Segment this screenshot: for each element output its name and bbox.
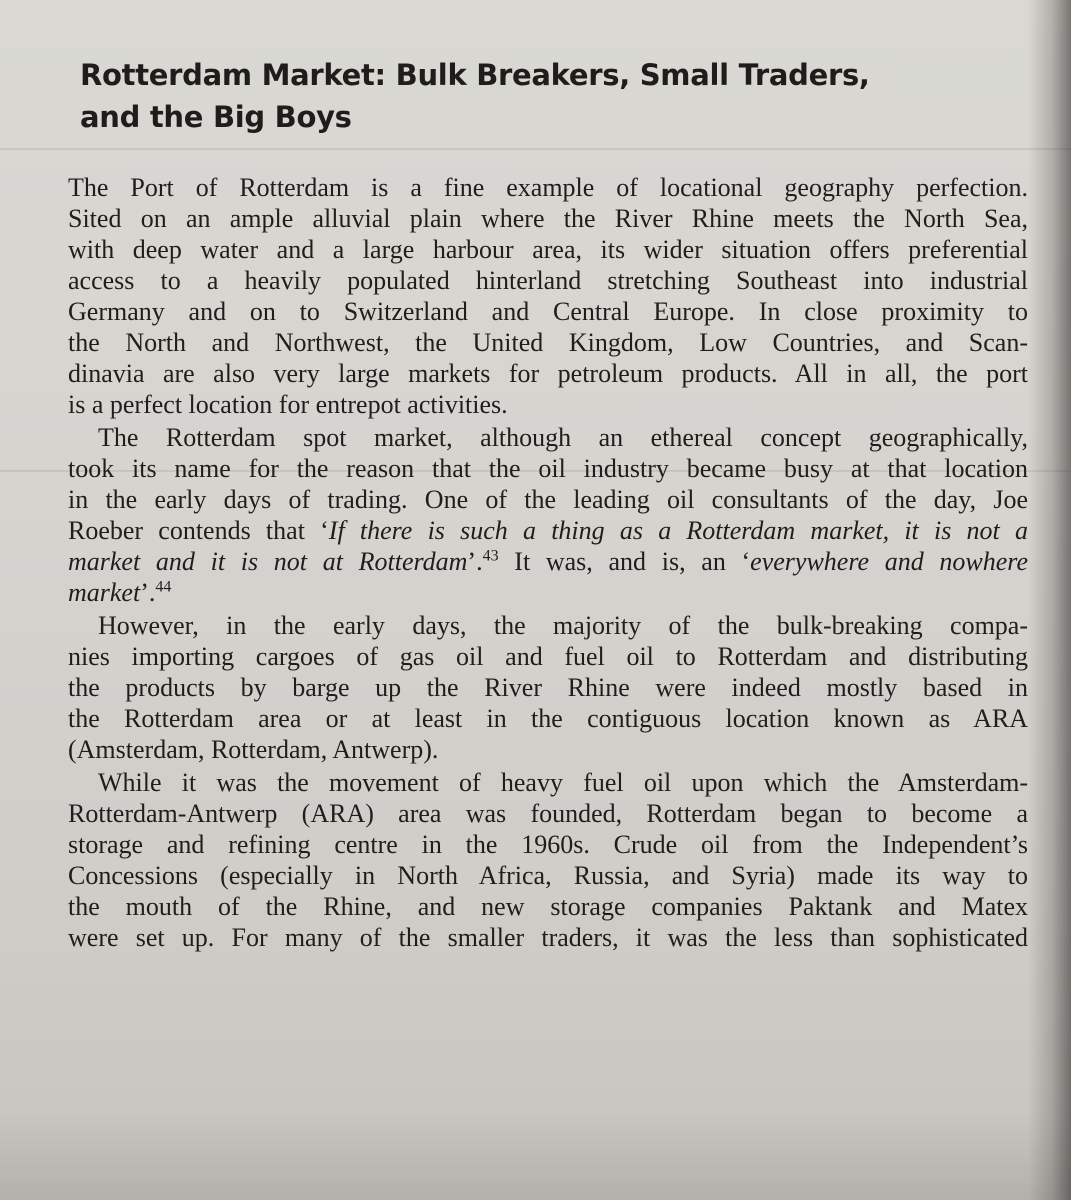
text-line: in the early days of trading. One of the leading oil consultants of the day, Joe <box>68 485 1028 514</box>
text-line: is a perfect location for entrepot activities. <box>68 390 508 419</box>
text-line: dinavia are also very large markets for petroleum products. All in all, the port <box>68 359 1028 388</box>
text-line: storage and refining centre in the 1960s. Crude oil from the Independent’s <box>68 830 1028 859</box>
section-heading-line-1: Rotterdam Market: Bulk Breakers, Small Traders, <box>80 58 870 92</box>
text-line: The Rotterdam spot market, although an ethereal concept geographically, <box>98 423 1028 452</box>
text-line: with deep water and a large harbour area, its wider situation offers preferential <box>68 235 1028 264</box>
text-run: Roeber contends that ‘ <box>68 516 329 545</box>
paragraph-3 <box>68 610 1028 765</box>
bleed-band <box>0 148 1071 150</box>
quote-italic: market and it is not at Rotterdam <box>68 547 468 576</box>
text-run: ’. <box>140 578 156 607</box>
text-line: (Amsterdam, Rotterdam, Antwerp). <box>68 735 439 764</box>
text-line: Sited on an ample alluvial plain where the River Rhine meets the North Sea, <box>68 204 1028 233</box>
text-line: Rotterdam-Antwerp (ARA) area was founded, Rotterdam began to become a <box>68 799 1028 828</box>
text-line: the North and Northwest, the United Kingdom, Low Countries, and Scan- <box>68 328 1028 357</box>
quote-italic: market <box>68 578 141 607</box>
text-line: Concessions (especially in North Africa, Russia, and Syria) made its way to <box>68 861 1028 890</box>
section-heading-line-2: and the Big Boys <box>80 100 352 134</box>
text-run: ’. <box>467 547 483 576</box>
text-line: While it was the movement of heavy fuel oil upon which the Amsterdam- <box>98 768 1028 797</box>
text-line <box>68 515 1028 546</box>
text-line <box>68 577 1028 608</box>
text-line: were set up. For many of the smaller traders, it was the less than sophisticated <box>68 923 1028 952</box>
section-heading <box>80 54 960 138</box>
text-run: It was, and is, an ‘ <box>498 547 751 576</box>
text-line: However, in the early days, the majority of the bulk-breaking compa- <box>98 611 1028 640</box>
text-line: The Port of Rotterdam is a fine example of locational geography perfection. <box>68 173 1028 202</box>
previous-page-bleed-through <box>0 0 1071 42</box>
quote-italic: If there is such a thing as a Rotterdam market, it is not a <box>328 516 1028 545</box>
paragraph-2 <box>68 422 1028 608</box>
quote-italic: everywhere and nowhere <box>750 547 1028 576</box>
text-line <box>68 546 1028 577</box>
body-text <box>68 172 1028 953</box>
text-line: the Rotterdam area or at least in the contiguous location known as ARA <box>68 704 1028 733</box>
footnote-ref-44[interactable]: 44 <box>155 578 172 596</box>
page-gutter-shadow <box>1028 0 1071 1200</box>
text-line: access to a heavily populated hinterland stretching Southeast into industrial <box>68 266 1028 295</box>
text-line: took its name for the reason that the oil industry became busy at that location <box>68 454 1028 483</box>
page-bottom-shadow <box>0 1110 1071 1200</box>
footnote-ref-43[interactable]: 43 <box>482 547 499 565</box>
text-line: the products by barge up the River Rhine were indeed mostly based in <box>68 673 1028 702</box>
text-line: Germany and on to Switzerland and Central Europe. In close proximity to <box>68 297 1028 326</box>
paragraph-1 <box>68 172 1028 420</box>
text-line: nies importing cargoes of gas oil and fuel oil to Rotterdam and distributing <box>68 642 1028 671</box>
text-line: the mouth of the Rhine, and new storage companies Paktank and Matex <box>68 892 1028 921</box>
paragraph-4 <box>68 767 1028 953</box>
